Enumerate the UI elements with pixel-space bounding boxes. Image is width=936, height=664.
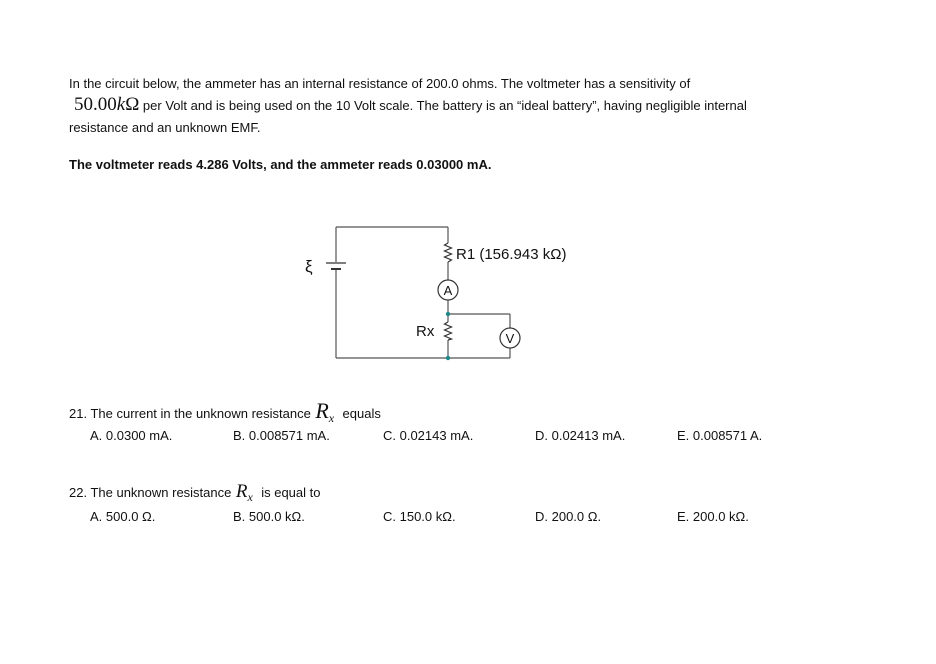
- q22-option-d: D. 200.0 Ω.: [535, 509, 602, 524]
- question-22-stem: [69, 481, 320, 503]
- q22-tail-text: is equal to: [261, 485, 321, 500]
- q21-variable: R: [315, 398, 329, 423]
- readings-statement: The voltmeter reads 4.286 Volts, and the ammeter reads 0.03000 mA.: [69, 157, 492, 172]
- q21-option-d: D. 0.02413 mA.: [535, 428, 626, 443]
- junction-dot-top: [446, 312, 450, 316]
- q22-variable: R: [235, 481, 248, 502]
- q22-subscript: x: [247, 490, 253, 504]
- q21-option-a: A. 0.0300 mA.: [90, 428, 173, 443]
- q21-tail-text: equals: [342, 406, 381, 421]
- q22-option-a: A. 500.0 Ω.: [90, 509, 156, 524]
- rx-resistor: [445, 322, 452, 340]
- q21-subscript: x: [328, 411, 335, 425]
- question-21-stem: [69, 398, 381, 424]
- voltmeter-label: V: [505, 331, 515, 346]
- intro-line-3: resistance and an unknown EMF.: [69, 120, 261, 135]
- ohm-symbol: Ω: [125, 94, 140, 115]
- battery-symbol: [326, 263, 346, 269]
- intro-line-1: In the circuit below, the ammeter has an internal resistance of 200.0 ohms. The voltmeter has a sensitivity of: [69, 76, 691, 91]
- junction-dot-bottom: [446, 356, 450, 360]
- q22-option-e: E. 200.0 kΩ.: [677, 509, 749, 524]
- q21-option-b: B. 0.008571 mA.: [233, 428, 330, 443]
- r1-resistor: [445, 243, 452, 262]
- q22-option-b: B. 500.0 kΩ.: [233, 509, 305, 524]
- sensitivity-value: 50.00: [74, 94, 117, 115]
- q21-stem-text: 21. The current in the unknown resistance: [69, 406, 311, 421]
- intro-line-2-text: per Volt and is being used on the 10 Volt scale. The battery is an “ideal battery”, having negligible internal: [139, 98, 747, 113]
- q21-option-c: C. 0.02143 mA.: [383, 428, 474, 443]
- emf-label: ξ: [305, 257, 313, 276]
- q22-stem-text: 22. The unknown resistance: [69, 485, 232, 500]
- r1-label: R1 (156.943 kΩ): [456, 246, 567, 263]
- q22-option-c: C. 150.0 kΩ.: [383, 509, 456, 524]
- rx-label: Rx: [416, 323, 435, 340]
- sensitivity-k: k: [116, 94, 126, 115]
- q21-option-e: E. 0.008571 A.: [677, 428, 763, 443]
- ammeter-label: A: [443, 283, 453, 298]
